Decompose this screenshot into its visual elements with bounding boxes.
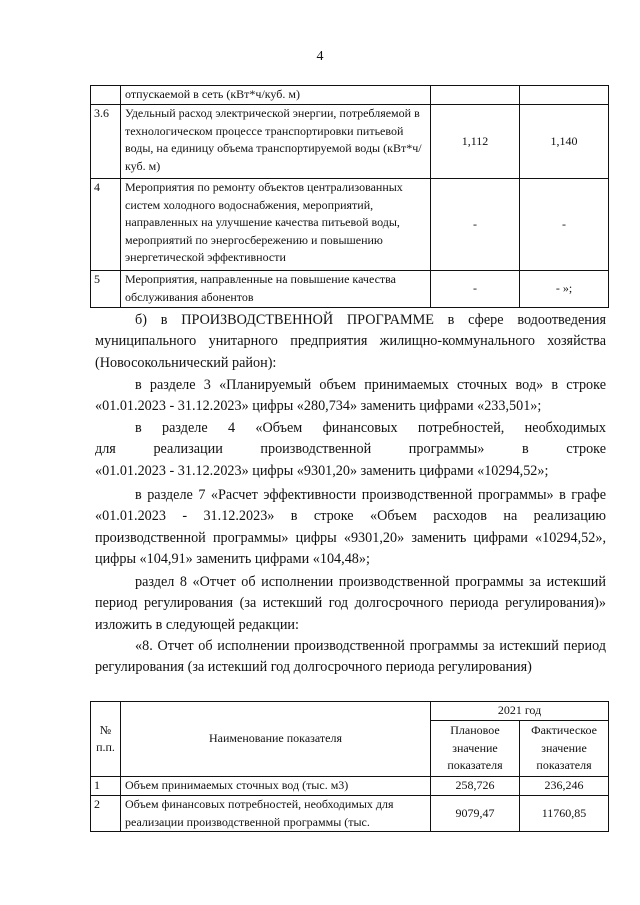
paragraph-water-disposal-program: б) в ПРОИЗВОДСТВЕННОЙ ПРОГРАММЕ в сфере водоотведения муниципального унитарного предприятия жилищно-коммунального хозяйства (Новосокольнический район): bbox=[95, 312, 606, 371]
row-indicator-name: Мероприятия, направленные на повышение качества обслуживания абонентов bbox=[121, 271, 431, 308]
row-plan-value: - bbox=[431, 179, 520, 271]
table-row bbox=[91, 105, 609, 179]
row-plan-value bbox=[431, 86, 520, 105]
row-plan-value: 1,112 bbox=[431, 105, 520, 179]
table-row bbox=[91, 777, 609, 796]
row-fact-value: - »; bbox=[520, 271, 609, 308]
row-fact-value bbox=[520, 86, 609, 105]
row-plan-value: 258,726 bbox=[431, 777, 520, 796]
paragraph-section-7: в разделе 7 «Расчет эффективности производственной программы» в графе «01.01.2023 - 31.12.2023» в строке «Объем расходов на реализацию производственной программы» цифры «9301,20» заменить цифрами «10294,52», цифры «104,91» заменить цифрами «104,48»; bbox=[95, 487, 606, 568]
header-plan-value: Плановое значение показателя bbox=[431, 721, 520, 777]
row-indicator-name: Удельный расход электрической энергии, потребляемой в технологическом процессе транспортировки питьевой воды, на единицу объема транспортируемой воды (кВт*ч/куб. м) bbox=[121, 105, 431, 179]
header-number: № п.п. bbox=[91, 702, 121, 777]
row-indicator-name: Объем принимаемых сточных вод (тыс. м3) bbox=[121, 777, 431, 796]
table-row bbox=[91, 796, 609, 832]
row-number: 1 bbox=[91, 777, 121, 796]
header-year: 2021 год bbox=[431, 702, 609, 721]
row-fact-value: 11760,85 bbox=[520, 796, 609, 832]
report-table bbox=[90, 701, 609, 832]
row-indicator-name: Объем финансовых потребностей, необходимых для реализации производственной программы (тыс. bbox=[121, 796, 431, 832]
report-header-row bbox=[91, 702, 609, 721]
row-fact-value: 236,246 bbox=[520, 777, 609, 796]
page-number: 4 bbox=[316, 49, 324, 64]
row-number: 5 bbox=[91, 271, 121, 308]
header-indicator-name: Наименование показателя bbox=[121, 702, 431, 777]
paragraph-section-4-line-2: для реализации производственной программы» в строке bbox=[95, 441, 606, 458]
table-row bbox=[91, 271, 609, 308]
paragraph-section-8: раздел 8 «Отчет об исполнении производственной программы за истекший период регулирования (за истекший год долгосрочного периода регулирования)» изложить в следующей редакции: bbox=[95, 574, 606, 633]
paragraph-section-4-line-3: «01.01.2023 - 31.12.2023» цифры «9301,20» заменить цифрами «10294,52»; bbox=[95, 462, 549, 479]
table-row bbox=[91, 179, 609, 271]
row-number: 3.6 bbox=[91, 105, 121, 179]
paragraph-section-3: в разделе 3 «Планируемый объем принимаемых сточных вод» в строке «01.01.2023 - 31.12.2023» цифры «280,734» заменить цифрами «233,501»; bbox=[95, 377, 606, 415]
indicators-table-continued bbox=[90, 85, 609, 308]
row-fact-value: 1,140 bbox=[520, 105, 609, 179]
row-number: 2 bbox=[91, 796, 121, 832]
row-number bbox=[91, 86, 121, 105]
header-fact-value: Фактическое значение показателя bbox=[520, 721, 609, 777]
row-plan-value: 9079,47 bbox=[431, 796, 520, 832]
row-fact-value: - bbox=[520, 179, 609, 271]
row-plan-value: - bbox=[431, 271, 520, 308]
row-number: 4 bbox=[91, 179, 121, 271]
paragraph-section-8-title: «8. Отчет об исполнении производственной программы за истекший период регулирования (за истекший год долгосрочного периода регулирования) bbox=[95, 638, 606, 676]
row-indicator-name: отпускаемой в сеть (кВт*ч/куб. м) bbox=[121, 86, 431, 105]
table-row bbox=[91, 86, 609, 105]
paragraph-section-4-line-1: в разделе 4 «Объем финансовых потребностей, необходимых bbox=[135, 420, 606, 436]
row-indicator-name: Мероприятия по ремонту объектов централизованных систем холодного водоснабжения, мероприятий, направленных на улучшение качества питьевой воды, мероприятий по энергосбережению и повышению энергетической эффективности bbox=[121, 179, 431, 271]
